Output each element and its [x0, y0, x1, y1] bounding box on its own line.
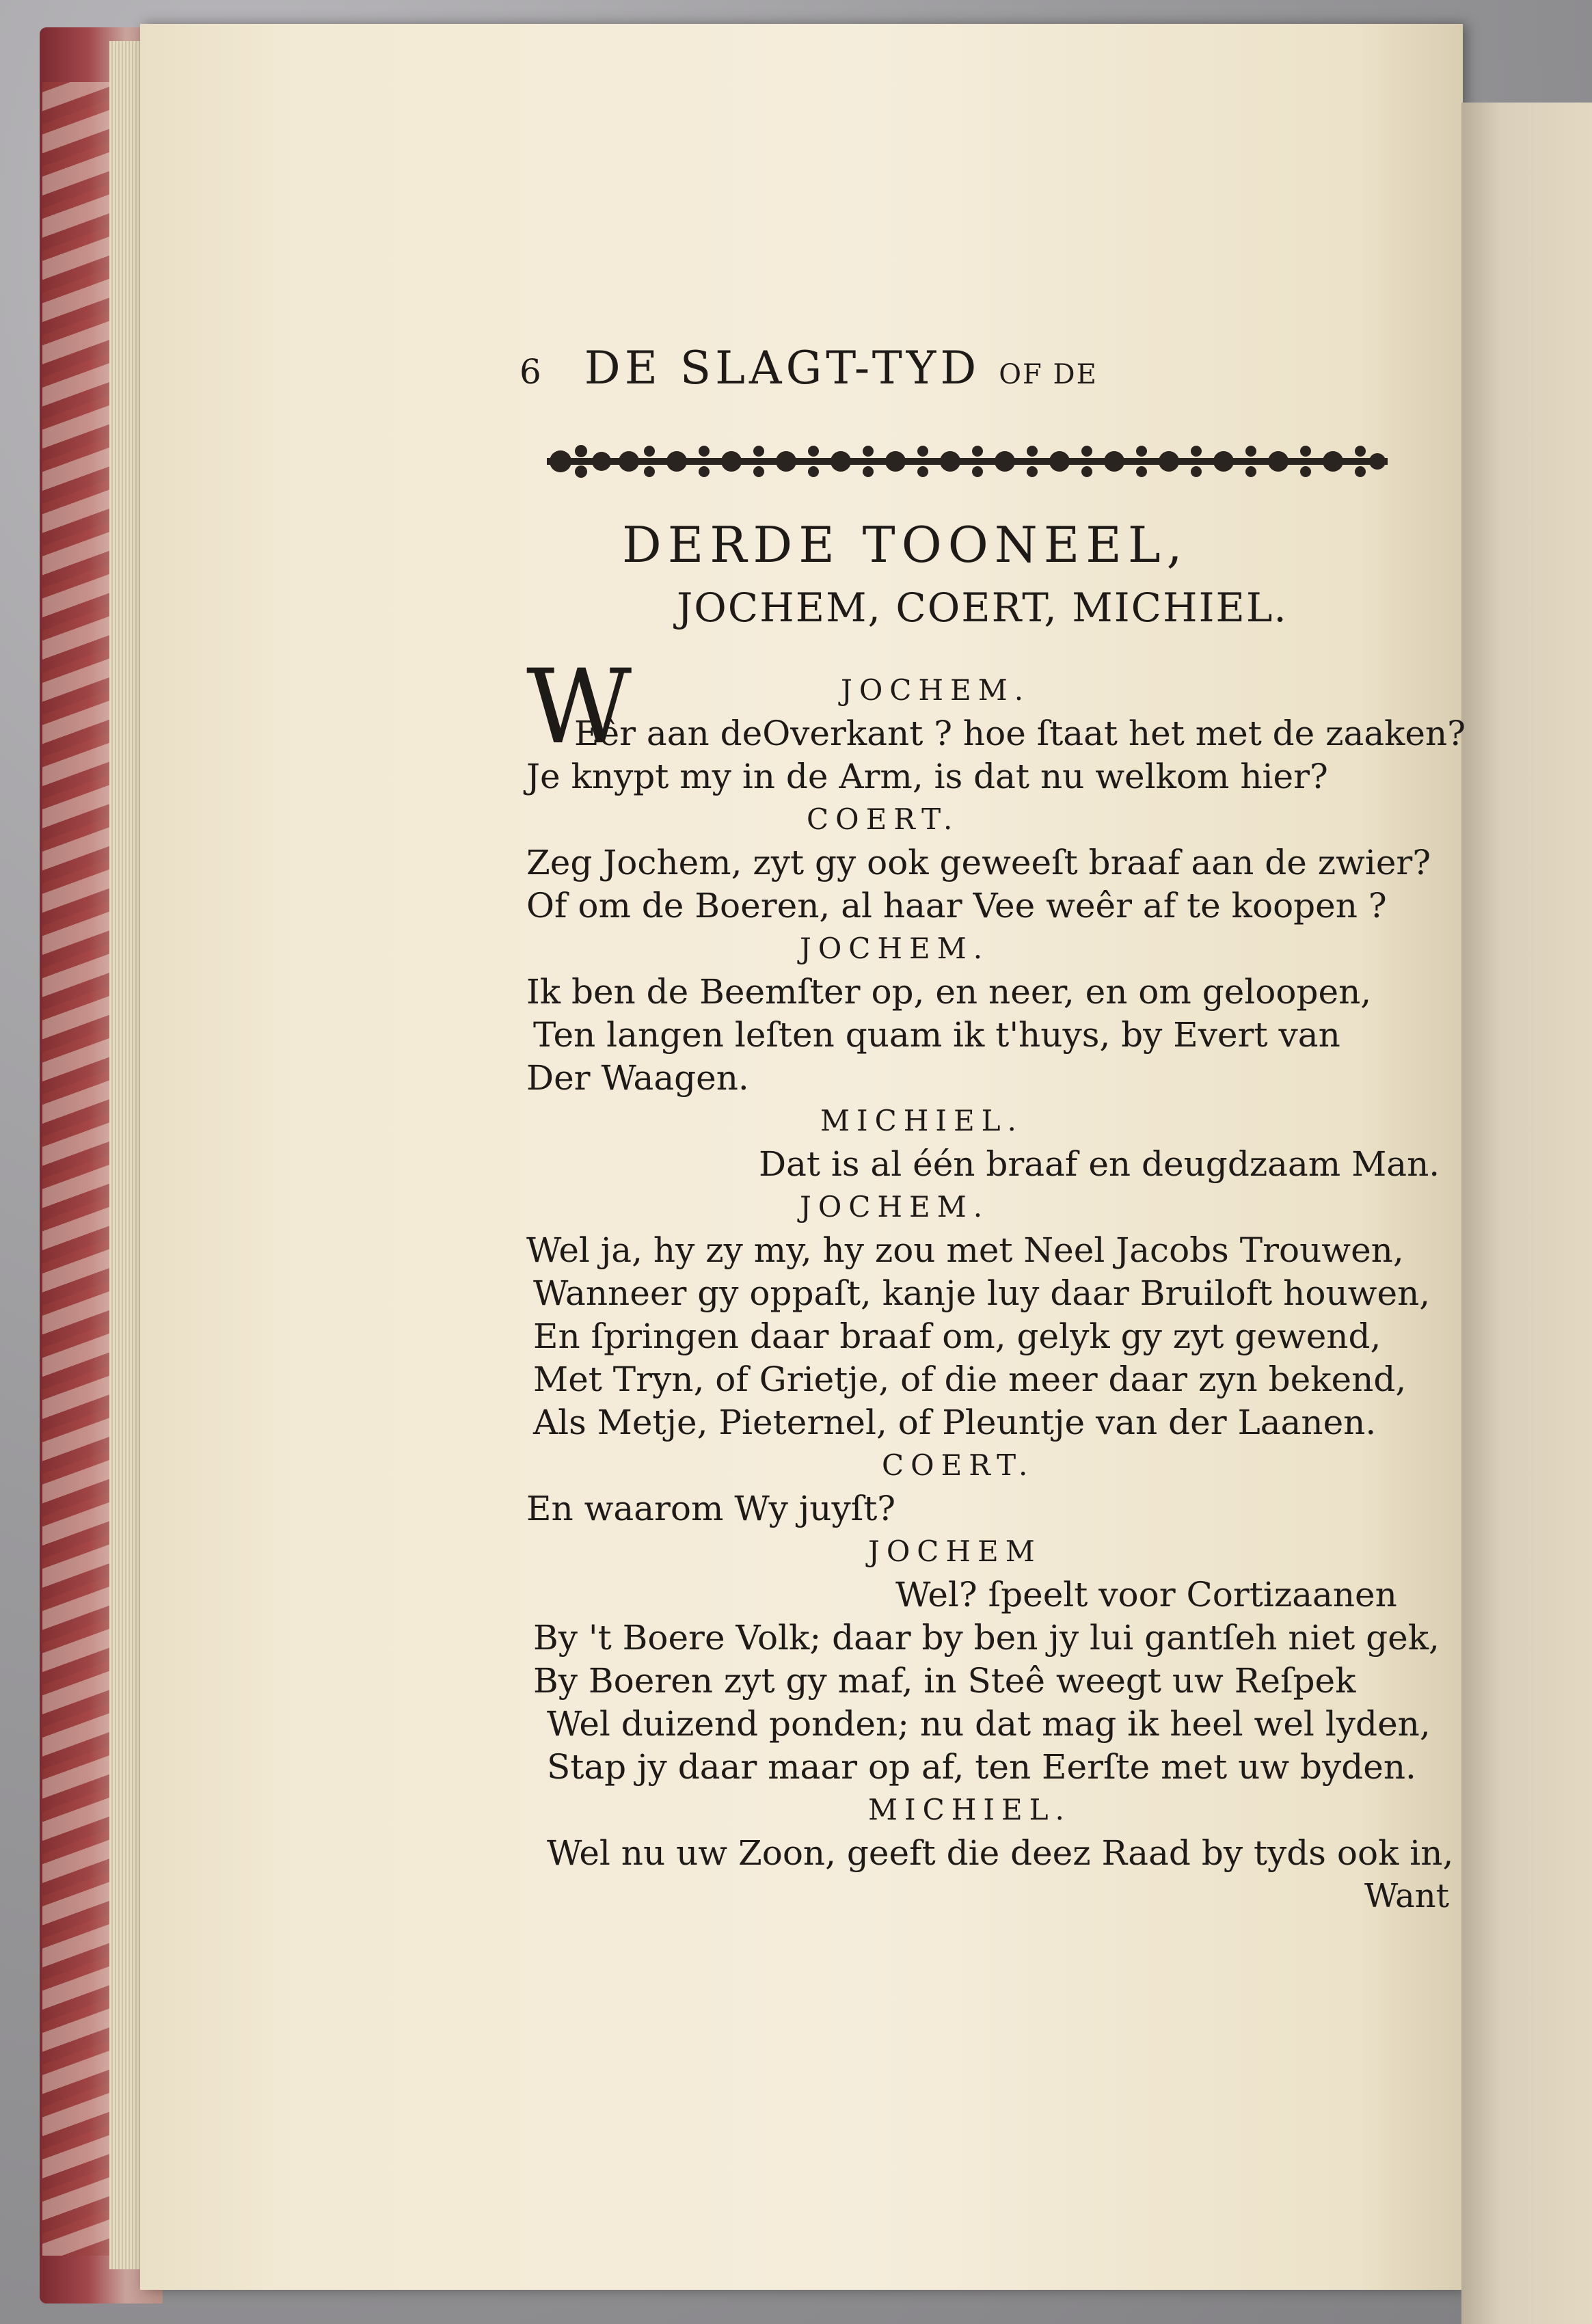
- verse-line: By Boeren zyt gy maf, in Steê weegt uw Reſpek: [533, 1661, 1356, 1701]
- catchword: Want: [1364, 1877, 1449, 1915]
- verse-line: Wanneer gy oppaſt, kanje luy daar Bruiloft houwen,: [533, 1273, 1431, 1313]
- verse-line: Als Metje, Pieternel, of Pleuntje van der Laanen.: [533, 1403, 1377, 1442]
- speaker-name: JOCHEM.: [800, 1190, 990, 1224]
- verse-line: Ik ben de Beemſter op, en neer, en om geloopen,: [526, 972, 1372, 1012]
- verse-line: Der Waagen.: [526, 1058, 749, 1098]
- cast-list: JOCHEM, COERT, MICHIEL.: [677, 584, 1288, 631]
- verse-line: En waarom Wy juyſt?: [526, 1489, 896, 1528]
- speaker-name: JOCHEM.: [841, 673, 1031, 707]
- speaker-name: COERT.: [882, 1448, 1035, 1482]
- verse-line: By 't Boere Volk; daar by ben jy lui gantſeh niet gek,: [533, 1618, 1440, 1658]
- running-head-subtitle: OF DE: [999, 359, 1098, 390]
- verse-line: En ſpringen daar braaf om, gelyk gy zyt gewend,: [533, 1316, 1381, 1356]
- verse-line: Eêr aan deOverkant ? hoe ſtaat het met de zaaken?: [574, 714, 1466, 753]
- scene-title: DERDE TOONEEL,: [622, 516, 1189, 573]
- verse-line: Stap jy daar maar op af, ten Eerſte met uw byden.: [547, 1747, 1416, 1787]
- facing-page-edge: [1461, 103, 1592, 2324]
- verse-line: Wel ja, hy zy my, hy zou met Neel Jacobs Trouwen,: [526, 1230, 1404, 1270]
- speaker-name: JOCHEM: [868, 1535, 1042, 1568]
- drop-cap: W: [526, 648, 632, 767]
- verse-line: Zeg Jochem, zyt gy ook geweeſt braaf aan de zwier?: [526, 843, 1431, 882]
- verse-line: Ten langen leſten quam ik t'huys, by Evert van: [533, 1015, 1340, 1055]
- verse-line: Wel? ſpeelt voor Cortizaanen: [895, 1575, 1397, 1614]
- verse-line: Wel nu uw Zoon, geeft die deez Raad by tyds ook in,: [547, 1833, 1454, 1873]
- speaker-name: COERT.: [807, 802, 960, 836]
- speaker-name: MICHIEL.: [868, 1793, 1071, 1826]
- verse-line: Wel duizend ponden; nu dat mag ik heel wel lyden,: [547, 1704, 1431, 1744]
- page-number: 6: [520, 352, 545, 392]
- speaker-name: JOCHEM.: [800, 932, 990, 965]
- running-head-title: DE SLAGT-TYD: [584, 342, 981, 394]
- verse-line: Dat is al één braaf en deugdzaam Man.: [759, 1144, 1440, 1184]
- verse-line: Of om de Boeren, al haar Vee weêr af te koopen ?: [526, 886, 1387, 925]
- verse-text: [526, 328, 1466, 1915]
- verse-line: Met Tryn, of Grietje, of die meer daar zyn bekend,: [533, 1360, 1407, 1399]
- speaker-name: MICHIEL.: [820, 1104, 1023, 1137]
- verse-line: Je knypt my in de Arm, is dat nu welkom hier?: [526, 757, 1328, 796]
